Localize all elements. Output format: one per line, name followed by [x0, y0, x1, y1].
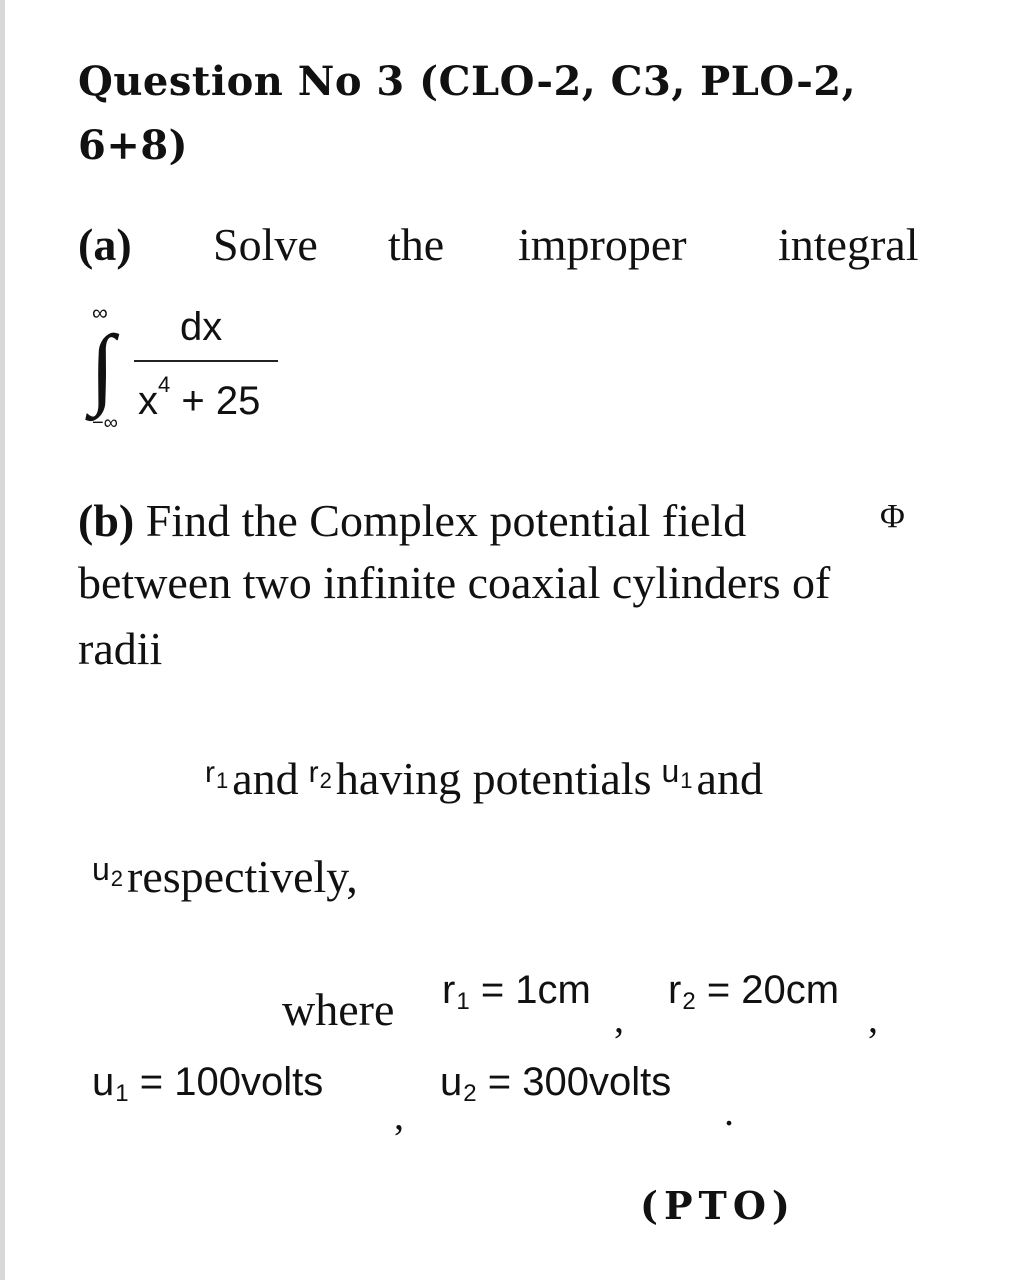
respectively-line	[92, 850, 358, 903]
part-b-text1: Find the Complex potential field	[145, 495, 747, 546]
part-a-word-integral: integral	[778, 219, 919, 270]
part-a-word-solve: Solve	[213, 219, 318, 270]
r1-symbol: $r_1$	[205, 756, 229, 793]
part-b-label: (b)	[78, 495, 135, 546]
denominator-rest: + 25	[181, 379, 261, 423]
comma-1: ,	[614, 996, 624, 1041]
part-a-label: (a)	[78, 219, 132, 270]
part-a-word-improper: improper	[518, 219, 687, 270]
u2-value: $u_2$ = 300volts	[440, 1060, 672, 1107]
r2-symbol: $r_2$	[308, 756, 332, 793]
integral-upper-limit: ∞	[92, 300, 108, 325]
period: .	[724, 1089, 734, 1134]
page-left-border	[0, 0, 5, 1280]
integral-sign-icon: ∫	[90, 318, 115, 417]
denominator-base: x	[138, 379, 158, 423]
pto-footer: (PTO)	[640, 1183, 796, 1228]
u1-value: $u_1$ = 100volts	[92, 1060, 324, 1107]
having-potentials-text: having potentials	[335, 753, 652, 804]
and-word-1: and	[232, 753, 299, 804]
radii-potentials-line	[205, 752, 763, 805]
phi-symbol: Φ	[880, 498, 905, 535]
where-word: where	[282, 984, 395, 1035]
denominator-exponent: 4	[158, 372, 171, 397]
question-heading-line1: Question No 3 (CLO-2, C3, PLO-2,	[78, 58, 857, 105]
comma-3: ,	[394, 1093, 404, 1138]
fraction-bar	[134, 360, 278, 362]
integral-lower-limit: −∞	[92, 412, 118, 434]
u1-symbol: u1	[661, 753, 693, 793]
and-word-2: and	[696, 753, 763, 804]
part-b-line2: between two infinite coaxial cylinders of	[78, 557, 831, 608]
part-b-line3: radii	[78, 623, 163, 674]
question-heading-line2: 6+8)	[78, 122, 189, 169]
u2-symbol: u2	[92, 851, 124, 891]
integral-numerator: dx	[180, 305, 223, 349]
part-a-word-the: the	[388, 219, 445, 270]
r1-value: $r_1 = 1cm$	[442, 968, 591, 1015]
respectively-text: respectively,	[127, 851, 358, 902]
integral-denominator	[138, 372, 260, 424]
part-b-line1	[78, 494, 746, 547]
r2-value: $r_2 = 20cm$	[668, 968, 840, 1015]
comma-2: ,	[868, 996, 878, 1041]
